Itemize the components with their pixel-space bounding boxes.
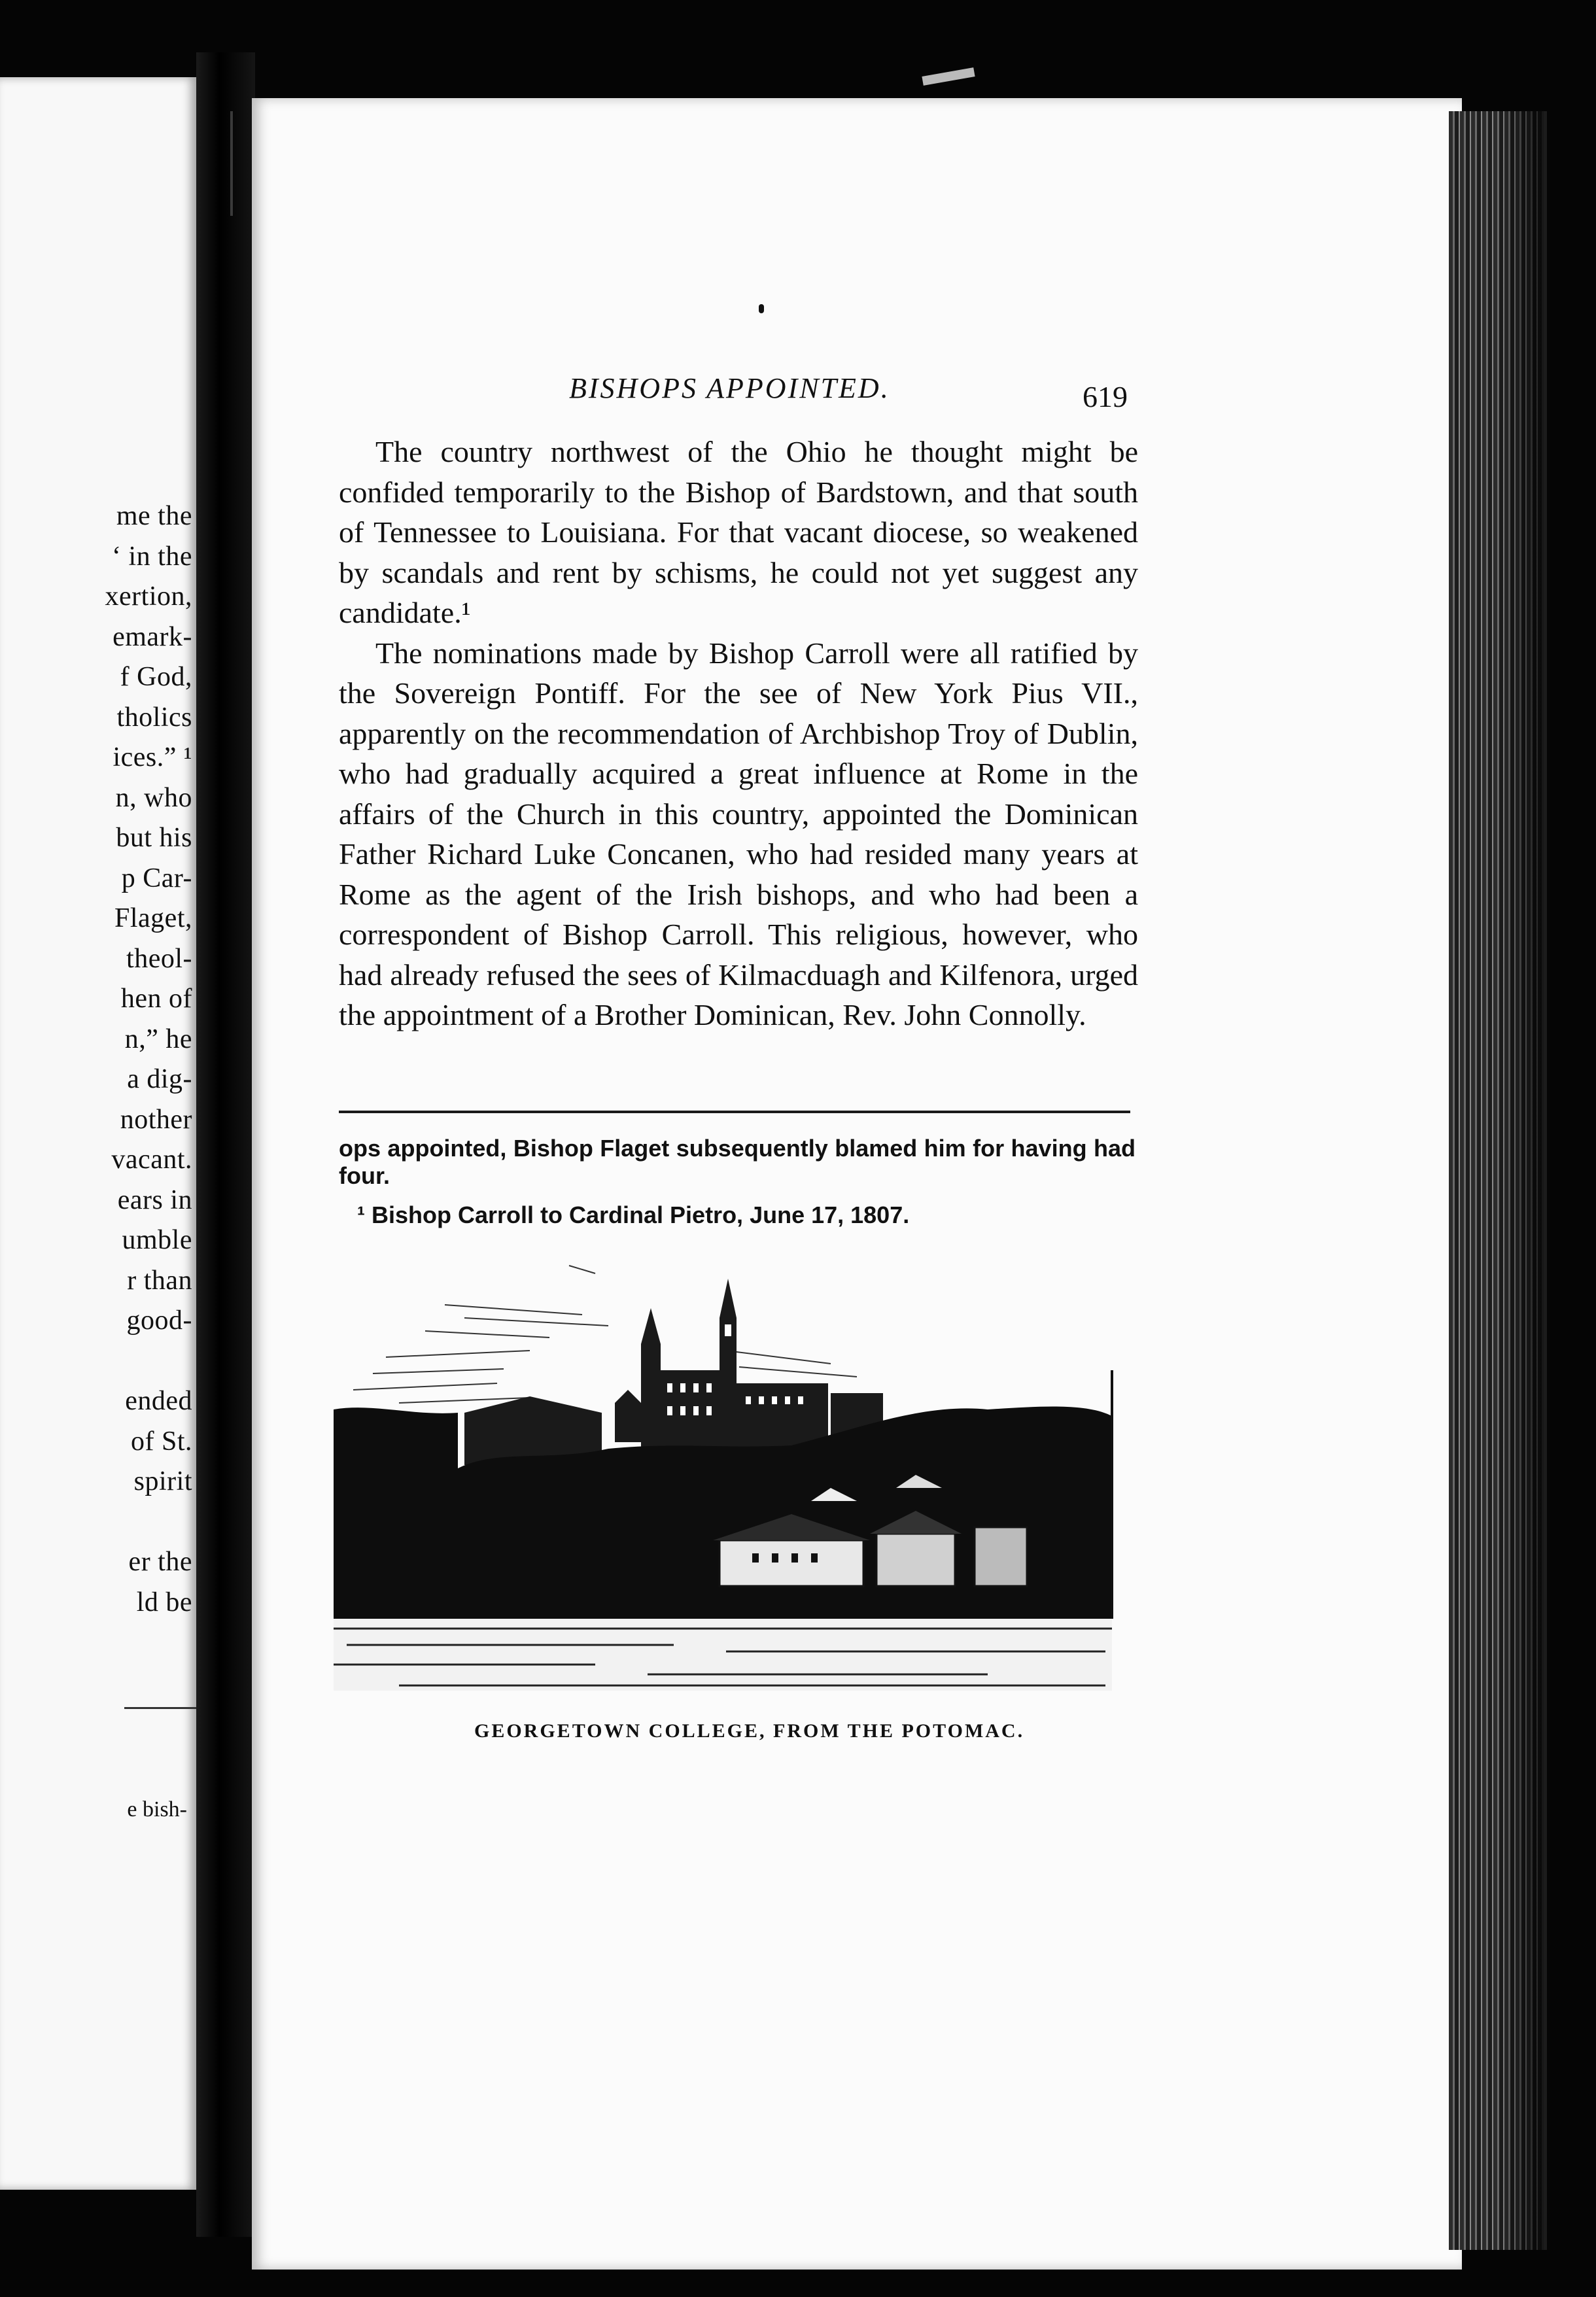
left-page-line: vacant. (111, 1145, 192, 1175)
ink-speck (759, 304, 764, 313)
left-page-line: umble (122, 1225, 192, 1255)
left-page-line: ices.” ¹ (113, 742, 192, 772)
body-text (339, 432, 1138, 1035)
left-page-line: hen of (120, 984, 192, 1014)
footnote-rule (339, 1111, 1130, 1113)
footnote-continuation: ops appointed, Bishop Flaget subsequently blamed him for having had four. (339, 1135, 1136, 1189)
page-edges-shadow (1498, 111, 1544, 2250)
sky-hatching (353, 1266, 857, 1403)
left-page-line: spirit (133, 1466, 192, 1496)
left-page-line: n, who (115, 782, 192, 813)
left-page-line: me the (116, 501, 192, 531)
college-buildings (464, 1279, 883, 1465)
left-page-line: ‘ in the (112, 541, 192, 572)
left-page-line: good- (126, 1305, 192, 1336)
left-facing-page (0, 77, 196, 2190)
left-page-line: ended (125, 1386, 192, 1416)
left-page-line: emark- (113, 621, 192, 652)
paragraph-1: The country northwest of the Ohio he thought might be confided temporarily to the Bishop of Bardstown, and that south of Tennessee to Louisiana. For that vacant diocese, so weakened by scandals and rent by schisms, he could not yet suggest any candidate.¹ (339, 435, 1138, 629)
left-page-line: ld be (136, 1587, 192, 1617)
left-page-line: ears in (117, 1184, 192, 1215)
paragraph-2: The nominations made by Bishop Carroll were all ratified by the Sovereign Pontiff. For the see of New York Pius VII., apparently on the recommendation of Archbishop Troy of Dublin, who had gradually acquired a great influence at Rome in the affairs of the Church in this country, appointed the Dominican Father Richard Luke Concanen, who had resided many years at Rome as the agent of the Irish bishops, and who had been a correspondent of Bishop Carroll. This religious, however, who had already refused the sees of Kilmacduagh and Kilfenora, urged the appointment of a Brother Dominican, Rev. John Connolly. (339, 636, 1138, 1031)
left-page-line: n,” he (124, 1024, 192, 1054)
left-page-line: tholics (116, 702, 192, 733)
left-page-line: nother (120, 1104, 192, 1135)
left-page-line: xertion, (105, 581, 192, 612)
footnote-1: ¹ Bishop Carroll to Cardinal Pietro, June 17, 1807. (357, 1201, 910, 1228)
left-page-line: f God, (120, 662, 192, 692)
left-page-line: Flaget, (114, 903, 192, 933)
georgetown-engraving (334, 1252, 1135, 1710)
book-gutter (196, 52, 255, 2237)
illustration-caption: GEORGETOWN COLLEGE, FROM THE POTOMAC. (474, 1720, 1025, 1742)
left-footnote-fragment: e bish- (127, 1797, 187, 1822)
left-page-line: of St. (130, 1426, 192, 1457)
left-page-line: theol- (126, 943, 192, 974)
paper-scrap (922, 67, 975, 86)
left-page-line: p Car- (121, 863, 192, 893)
left-page-line: a dig- (127, 1064, 192, 1094)
left-page-line: r than (127, 1265, 192, 1296)
left-page-line: but his (116, 823, 192, 853)
gutter-mark (230, 111, 233, 216)
left-page-line: er the (128, 1547, 192, 1577)
footnotes (339, 1135, 1136, 1241)
left-footnote-rule (124, 1707, 196, 1709)
running-head: BISHOPS APPOINTED. (569, 372, 890, 404)
page-number: 619 (1083, 380, 1128, 413)
